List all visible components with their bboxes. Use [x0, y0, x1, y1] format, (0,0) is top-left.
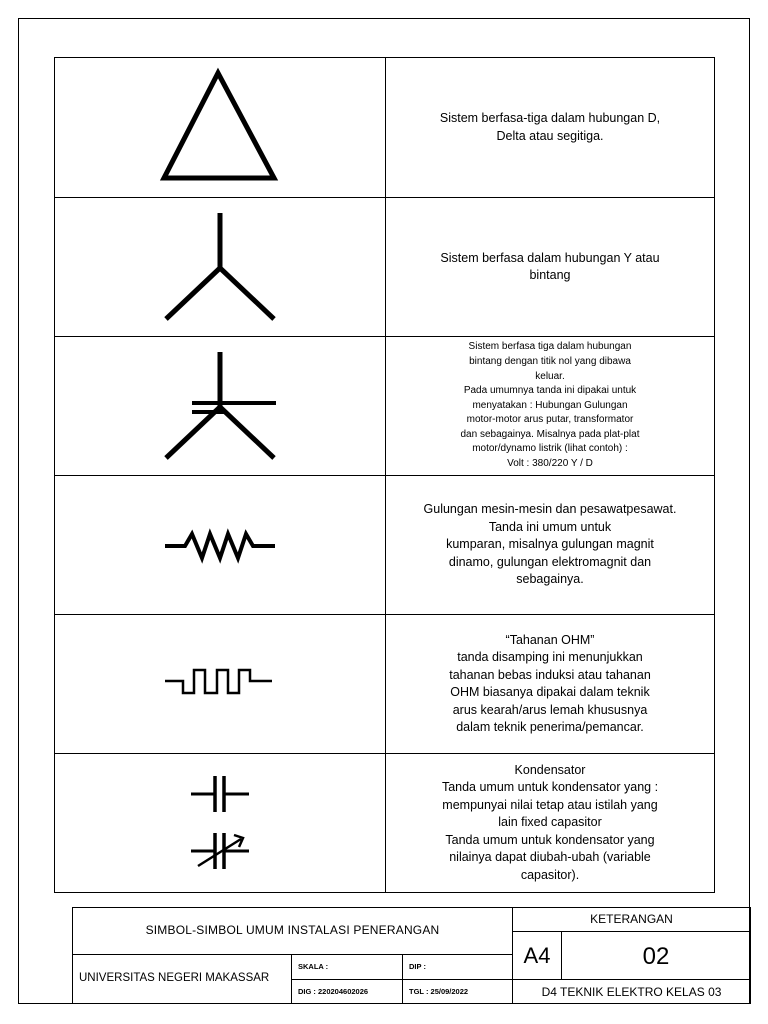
desc-line: Volt : 380/220 Y / D: [507, 458, 593, 470]
desc-line: arus kearah/arus lemah khususnya: [452, 702, 648, 717]
title-cell: [72, 907, 513, 955]
sheet-number-cell: [561, 931, 751, 980]
keterangan-label: KETERANGAN: [590, 912, 673, 926]
symbol-table: [54, 57, 715, 893]
class-cell: [512, 979, 751, 1004]
university-cell: [72, 954, 292, 1004]
desc-line: OHM biasanya dipakai dalam teknik: [450, 685, 650, 699]
desc-line: Gulungan mesin-mesin dan pesawatpesawat.: [423, 502, 677, 517]
desc-line: mempunyai nilai tetap atau istilah yang: [442, 797, 658, 812]
symbol-row-winding: [55, 476, 715, 615]
desc-line: motor-motor arus putar, transformator: [466, 414, 634, 426]
desc-line: dinamo, gulungan elektromagnit dan: [448, 554, 652, 569]
desc-line: kumparan, misalnya gulungan magnit: [446, 537, 654, 552]
keterangan-cell: [512, 907, 751, 932]
drawing-title: SIMBOL-SIMBOL UMUM INSTALASI PENERANGAN: [145, 923, 440, 937]
star-wye-icon: [55, 198, 385, 336]
star-cell: [55, 198, 386, 337]
desc-line: Sistem berfasa tiga dalam hubungan: [468, 341, 632, 353]
desc-line: tahanan bebas induksi atau tahanan: [449, 667, 651, 682]
winding-coil-icon: [55, 476, 385, 614]
desc-line: menyatakan : Hubungan Gulungan: [472, 399, 628, 411]
desc-line: keluar.: [535, 370, 565, 382]
dip-label: DIP :: [409, 962, 426, 971]
desc-line: Tanda umum untuk kondensator yang :: [441, 780, 659, 795]
skala-cell: [291, 954, 403, 980]
desc-line: Sistem berfasa-tiga dalam hubungan D,: [439, 111, 661, 125]
delta-triangle-icon: [55, 58, 385, 197]
capacitor-icon: [55, 754, 385, 892]
tgl-cell: [402, 979, 513, 1004]
desc-line: dalam teknik penerima/pemancar.: [456, 720, 644, 734]
desc-line: Tanda ini umum untuk: [488, 519, 612, 534]
desc-line: “Tahanan OHM”: [505, 632, 595, 647]
paper-size-cell: [512, 931, 562, 980]
star-neutral-description: [386, 337, 715, 476]
ohm-resistor-icon: [55, 615, 385, 753]
capacitor-description: [386, 754, 715, 893]
university-name: UNIVERSITAS NEGERI MAKASSAR: [79, 972, 270, 984]
winding-description: [386, 476, 715, 615]
skala-label: SKALA :: [298, 962, 329, 971]
desc-line: capasitor).: [520, 867, 580, 882]
star-neutral-icon: [55, 337, 385, 475]
symbol-row-star: [55, 198, 715, 337]
sheet-number: 02: [642, 943, 670, 970]
desc-line: tanda disamping ini menunjukkan: [457, 650, 643, 664]
delta-description: [386, 58, 715, 198]
paper-size: A4: [523, 943, 551, 968]
desc-line: bintang: [529, 268, 571, 282]
desc-line: sebagainya.: [516, 572, 584, 587]
winding-cell: [55, 476, 386, 615]
desc-line: Delta atau segitiga.: [496, 128, 604, 143]
dig-value: DIG : 220204602026: [298, 987, 369, 996]
desc-line: nilainya dapat diubah-ubah (variable: [449, 850, 651, 865]
ohm-cell: [55, 615, 386, 754]
desc-line: lain fixed capasitor: [498, 815, 602, 830]
desc-line: dan sebagainya. Misalnya pada plat-plat: [460, 428, 640, 440]
title-block: [72, 907, 751, 1004]
desc-line: Pada umumnya tanda ini dipakai untuk: [463, 385, 637, 397]
desc-line: motor/dynamo listrik (lihat contoh) :: [472, 443, 628, 455]
star-description: [386, 198, 715, 337]
star-neutral-cell: [55, 337, 386, 476]
symbol-row-capacitor: [55, 754, 715, 893]
tgl-value: TGL : 25/09/2022: [409, 987, 469, 996]
ohm-description: [386, 615, 715, 754]
desc-line: Sistem berfasa dalam hubungan Y atau: [440, 250, 660, 265]
dip-cell: [402, 954, 513, 980]
class-label: D4 TEKNIK ELEKTRO KELAS 03: [541, 985, 722, 999]
desc-line: Tanda umum untuk kondensator yang: [445, 832, 655, 847]
desc-line: Kondensator: [514, 762, 586, 777]
delta-cell: [55, 58, 386, 198]
symbol-row-star-neutral: [55, 337, 715, 476]
desc-line: bintang dengan titik nol yang dibawa: [469, 355, 631, 367]
symbol-row-delta: [55, 58, 715, 198]
dig-cell: [291, 979, 403, 1004]
capacitor-cell: [55, 754, 386, 893]
symbol-row-ohm: [55, 615, 715, 754]
